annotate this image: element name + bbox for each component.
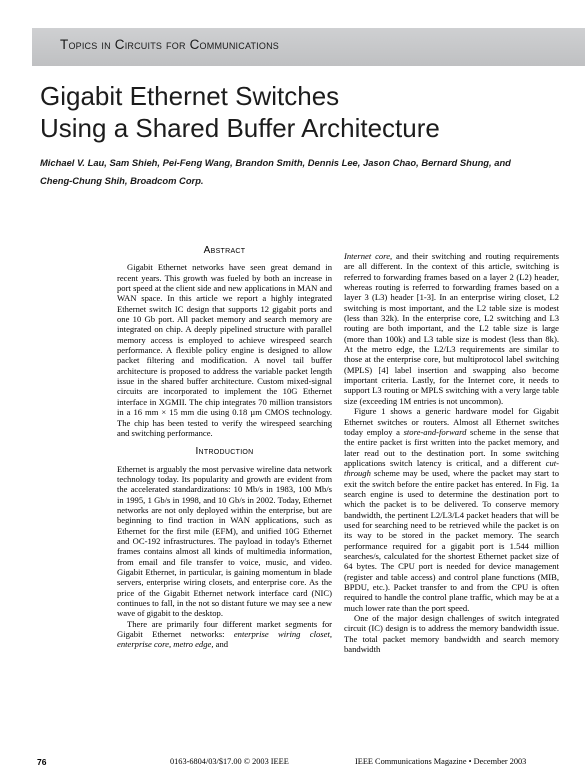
copyright-code: 0163-6804/03/$17.00 © 2003 IEEE	[170, 757, 289, 766]
right-paragraph-1	[344, 251, 559, 406]
article-title	[40, 80, 560, 144]
right-p2-italic-2: cut-through	[344, 457, 559, 479]
abstract-heading-text: Abstract	[203, 245, 246, 256]
right-p2-a: Figure 1 shows a generic hardware model for Gigabit Ethernet switches or routers. Almost all Ethernet switches today employ a	[344, 406, 559, 437]
title-line-2: Using a Shared Buffer Architecture	[40, 113, 440, 143]
intro-paragraph-1: Ethernet is arguably the most pervasive wireline data network technology today. Its popularity and growth are evident from the accelerated standardizations: 10 Mb/s in 1983, 100 Mb/s in 1995, 1 Gb/s in 1998, and 10 Gb/s in 2002. Today, Ethernet networks are not only deployed within the enterprise, but are beginning to find traction in WAN applications, such as Ethernet for the first mile (EFM), and unified 10G Ethernet and OC-192 infrastructures. The payload in today's Ethernet frames contains almost all kinds of multimedia information, from email and file transfer to voice, music, and video. Gigabit Ethernet, in particular, is gaining momentum in blade servers, enterprise wiring closets, and enterprise core. As the price of the Gigabit Ethernet network interface card (NIC) continues to fall, in the not so distant future we may see a new wave of gigabit to the desktop.	[117, 463, 332, 619]
topic-label	[60, 37, 279, 52]
title-line-1: Gigabit Ethernet Switches	[40, 81, 340, 111]
right-column	[344, 251, 559, 654]
right-p2-b: scheme in the sense that the entire packet is first written into the packet memory, and later read out to the destination port. In some switching applications switch latency is critical, and a different	[344, 426, 559, 468]
right-p1-text: and their switching and routing requirements are all different. In the context of this article, switching is referred to forwarding frames based on a layer 2 (L2) header, whereas routing is referred to forwarding frames based on a layer 3 (L3) header [1-3]. In an enterprise wiring closet, L2 switching is most important, and the L2 table size is modest (less than 32k). In the enterprise core, L2 switching and L3 routing are both important, and the L2 table size is large (more than 100k) and L3 table size is modest (less than 8k). At the metro edge, the L2/L3 requirements are similar to those at the enterprise core, but multiprotocol label switching (MPLS) [4] label insertion and swapping also become important criteria. Lastly, for the Internet core, it needs to support L3 routing or MPLS switching with a very large table size (exceeding 1M entries is not uncommon).	[344, 251, 560, 406]
right-paragraph-3: One of the major design challenges of switch integrated circuit (IC) design is to address the memory bandwidth issue. The total packet memory bandwidth and search memory bandwidth	[344, 613, 559, 655]
intro-p2-italic: enterprise wiring closet, enterprise core, metro edge,	[117, 629, 333, 650]
topic-text: Topics in Circuits for Communications	[60, 37, 279, 52]
page-footer	[0, 757, 585, 771]
left-column	[117, 246, 332, 650]
right-paragraph-2	[344, 406, 559, 613]
magazine-info: IEEE Communications Magazine • December 2003	[355, 757, 527, 766]
right-p1-italic: Internet core,	[344, 251, 393, 261]
intro-p2-start: There are primarily four different market segments for Gigabit Ethernet networks:	[117, 618, 332, 640]
intro-paragraph-2	[117, 619, 332, 650]
page-number: 76	[37, 757, 47, 767]
authors-line-2: Cheng-Chung Shih, Broadcom Corp.	[40, 175, 204, 186]
introduction-heading-text: Introduction	[195, 446, 254, 458]
right-p2-c: scheme may be used, where the packet may start to exit the switch before the entire packet has entered. In Fig. 1a search engine is used to determine the destination port to which the packet is to be delivered. To conserve memory bandwidth, the pertinent L2/L3/L4 packet headers that will be used for searching need to be retrieved while the packet is on its way to be stored in the packet memory. The search performance required for a gigabit port is 1.544 million searches/s, calculated for the shortest Ethernet packet size of 64 bytes. The CPU port is needed for device management (register and table access) and control plane functions (MIB, BPDU, etc.). Packet transfer to and from the CPU is often required to handle the control plane traffic, which may be at a much lower rate than the port speed.	[344, 468, 559, 613]
authors-line-1: Michael V. Lau, Sam Shieh, Pei-Feng Wang, Brandon Smith, Dennis Lee, Jason Chao, Bernard Shung, and	[40, 157, 511, 168]
introduction-heading	[117, 447, 332, 457]
abstract-heading	[117, 246, 332, 256]
abstract-text: Gigabit Ethernet networks have seen great demand in recent years. This growth was fueled by both an increase in port speed at the client side and new applications in MAN and WAN space. In this article we report a highly integrated Ethernet switch IC design that supports 12 gigabit ports and one 10 Gb port. All packet memory and search memory are integrated on chip. A deeply pipelined structure with parallel memory access is employed to achieve wirespeed search performance. A flexible policy engine is designed to allow packet filtering and modification. A novel tail buffer architecture is proposed to address the variable packet length issue in the shared buffer architecture. Custom mixed-signal circuits are incorporated to implement the 10G Ethernet interface in XGMII. The chip integrates 70 million transistors in a 16 mm × 15 mm die using 0.18 µm CMOS technology. The chip has been tested to verify the wirespeed searching and switching performance.	[117, 262, 332, 438]
intro-p2-end: and	[213, 639, 229, 650]
author-list	[40, 154, 550, 190]
right-p2-italic-1: store-and-forward	[403, 426, 467, 437]
